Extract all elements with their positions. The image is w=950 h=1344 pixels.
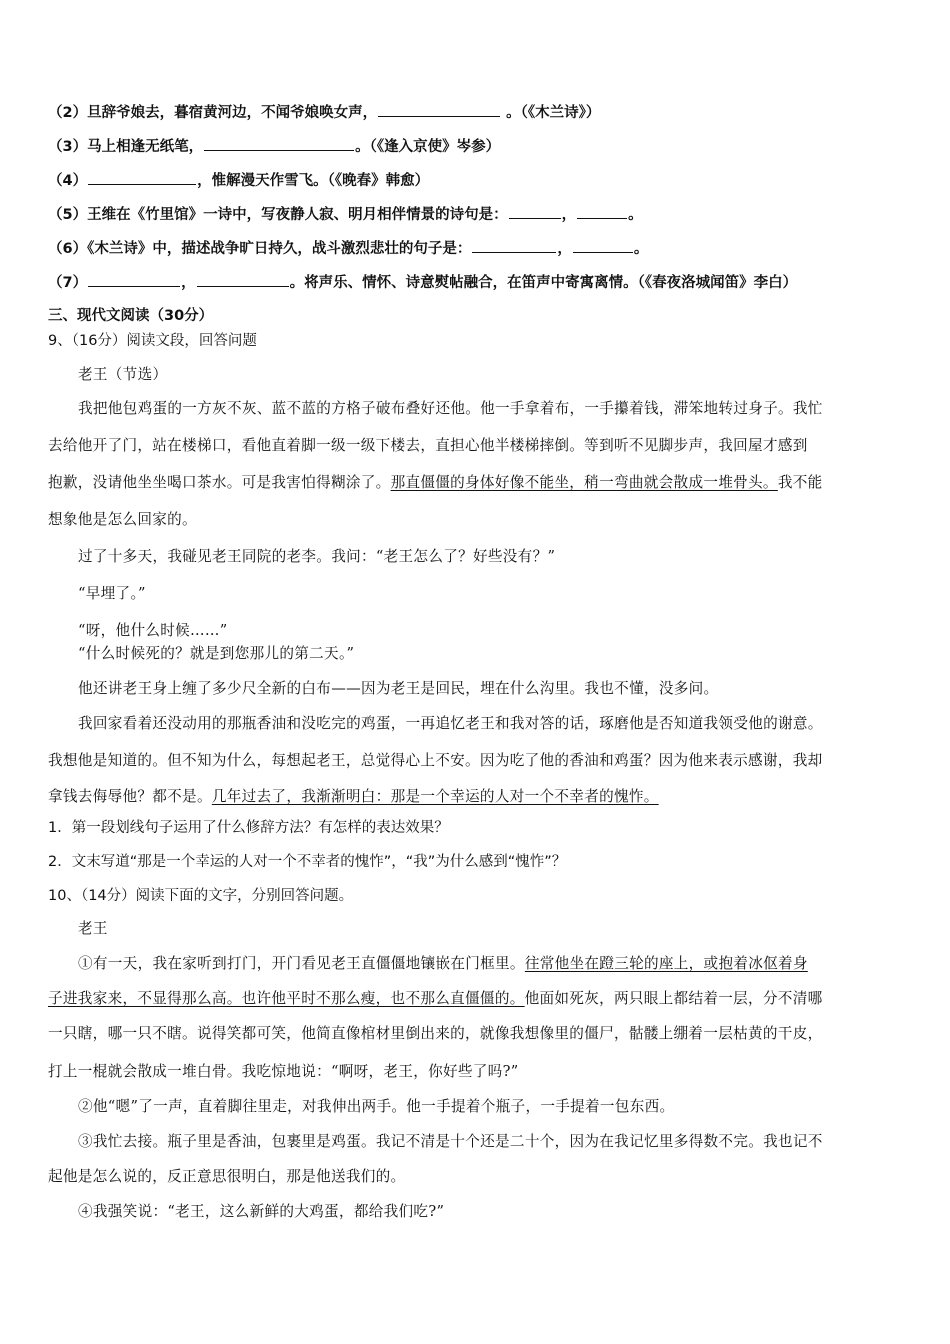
- answer-blank[interactable]: [88, 170, 196, 185]
- question-7: （7） ， 。将声乐、情怀、诗意熨帖融合，在笛声中寄寓离情。（《春夜洛城闻笛》李白）: [48, 272, 797, 293]
- underlined-sentence: 那直僵僵的身体好像不能坐，稍一弯曲就会散成一堆骨头。: [390, 474, 778, 491]
- question-4: （4） ，惟解漫天作雪飞。（《晚春》韩愈）: [48, 170, 429, 191]
- passage-line: ②他“嗯”了一声，直着脚往里走，对我伸出两手。他一手提着个瓶子，一手提着一包东西。: [78, 1098, 675, 1115]
- passage-line: 子进我家来，不显得那么高。也许他平时不那么瘦，也不那么直僵僵的。他面如死灰，两只眼上都结着一层，分不清哪: [48, 990, 823, 1007]
- passage-line: 我想他是知道的。但不知为什么，每想起老王，总觉得心上不安。因为吃了他的香油和鸡蛋？因为他来表示感谢，我却: [48, 752, 823, 769]
- passage-line: “什么时候死的？就是到您那儿的第二天。”: [78, 645, 355, 662]
- passage-line: “呀，他什么时候……”: [78, 622, 228, 639]
- passage-line: 他还讲老王身上缠了多少尺全新的白布——因为老王是回民，埋在什么沟里。我也不懂，没多问。: [78, 680, 719, 697]
- question-5: （5）王维在《竹里馆》一诗中，写夜静人寂、明月相伴情景的诗句是： ， 。: [48, 204, 643, 225]
- answer-blank[interactable]: [472, 238, 556, 253]
- answer-blank[interactable]: [88, 272, 180, 287]
- passage-line: 过了十多天，我碰见老王同院的老李。我问：“老王怎么了？好些没有？”: [78, 548, 556, 565]
- question-6: （6）《木兰诗》中，描述战争旷日持久，战斗激烈悲壮的句子是： ， 。: [48, 238, 648, 259]
- passage-title: 老王（节选）: [78, 366, 168, 383]
- underlined-sentence: 子进我家来，不显得那么高。也许他平时不那么瘦，也不那么直僵僵的。: [48, 990, 525, 1007]
- passage-title: 老王: [78, 920, 108, 937]
- answer-blank[interactable]: [204, 136, 354, 151]
- passage-line: 去给他开了门，站在楼梯口，看他直着脚一级一级下楼去，直担心他半楼梯摔倒。等到听不见脚步声，我回屋才感到: [48, 437, 808, 454]
- question-2: （2）旦辞爷娘去，暮宿黄河边，不闻爷娘唤女声， 。（《木兰诗》）: [48, 102, 600, 123]
- passage-line: 打上一棍就会散成一堆白骨。我吃惊地说：“啊呀，老王，你好些了吗?”: [48, 1063, 519, 1080]
- answer-blank[interactable]: [573, 238, 633, 253]
- passage-line: ①有一天，我在家听到打门，开门看见老王直僵僵地镶嵌在门框里。往常他坐在蹬三轮的座上，或抱着冰伛着身: [78, 955, 808, 972]
- answer-blank[interactable]: [197, 272, 289, 287]
- passage-line: “早埋了。”: [78, 585, 146, 602]
- passage-line: ③我忙去接。瓶子里是香油，包裹里是鸡蛋。我记不清是十个还是二十个，因为在我记忆里多得数不完。我也记不: [78, 1133, 823, 1150]
- question-10-header: 10、（14分）阅读下面的文字，分别回答问题。: [48, 888, 354, 904]
- section-heading: 三、现代文阅读（30分）: [48, 308, 214, 324]
- passage-line: 抱歉，没请他坐坐喝口茶水。可是我害怕得糊涂了。那直僵僵的身体好像不能坐，稍一弯曲就会散成一堆骨头。我不能: [48, 474, 823, 491]
- question-9-header: 9、（16分）阅读文段，回答问题: [48, 333, 257, 349]
- answer-blank[interactable]: [577, 204, 627, 219]
- passage-line: 想象他是怎么回家的。: [48, 511, 197, 528]
- underlined-sentence: 几年过去了，我渐渐明白：那是一个幸运的人对一个不幸者的愧怍。: [211, 788, 659, 805]
- passage-line: 我把他包鸡蛋的一方灰不灰、蓝不蓝的方格子破布叠好还他。他一手拿着布，一手攥着钱，滞笨地转过身子。我忙: [78, 400, 823, 417]
- passage-line: 我回家看着还没动用的那瓶香油和没吃完的鸡蛋，一再追忆老王和我对答的话，琢磨他是否知道我领受他的谢意。: [78, 715, 823, 732]
- answer-blank[interactable]: [378, 102, 500, 117]
- passage-line: ④我强笑说：“老王，这么新鲜的大鸡蛋，都给我们吃?”: [78, 1203, 445, 1220]
- sub-question: 2．文末写道“那是一个幸运的人对一个不幸者的愧怍”，“我”为什么感到“愧怍”？: [48, 854, 567, 870]
- underlined-sentence: 往常他坐在蹬三轮的座上，或抱着冰伛着身: [524, 955, 808, 972]
- answer-blank[interactable]: [509, 204, 561, 219]
- sub-question: 1．第一段划线句子运用了什么修辞方法？有怎样的表达效果？: [48, 820, 449, 836]
- passage-line: 起他是怎么说的，反正意思很明白，那是他送我们的。: [48, 1168, 406, 1185]
- passage-line: 拿钱去侮辱他？都不是。几年过去了，我渐渐明白：那是一个幸运的人对一个不幸者的愧怍。: [48, 788, 659, 805]
- passage-line: 一只瞎，哪一只不瞎。说得笑都可笑，他简直像棺材里倒出来的，就像我想像里的僵尸，骷髅上绷着一层枯黄的干皮，: [48, 1025, 823, 1042]
- question-3: （3）马上相逢无纸笔， 。（《逢入京使》岑参）: [48, 136, 500, 157]
